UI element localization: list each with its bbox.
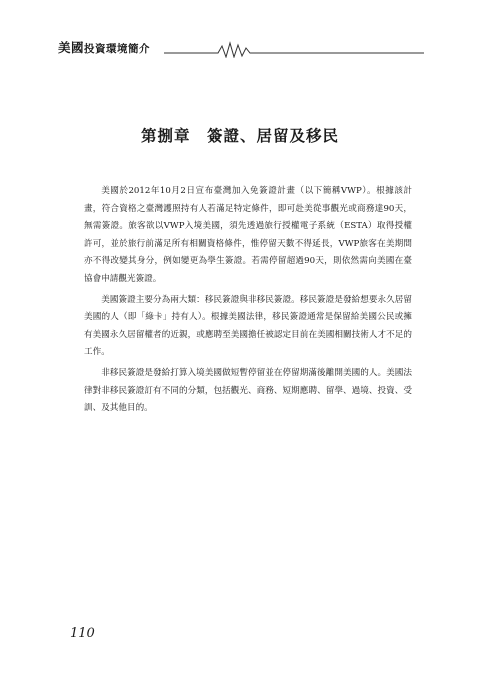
running-header	[58, 38, 424, 58]
header-title-big: 美國	[58, 40, 85, 55]
header-title	[58, 38, 150, 56]
chapter-title: 第捌章 簽證、居留及移民	[140, 126, 339, 145]
paragraph-1: 美國於2012年10月2日宣布臺灣加入免簽證計畫（以下簡稱VWP）。根據該計畫，符合資格之臺灣護照持有人若滿足特定條件，即可赴美從事觀光或商務達90天，無需簽證。旅客欲以VWP入境美國，須先透過旅行授權電子系統（ESTA）取得授權許可，並於旅行前滿足所有相關資格條件，惟停留天數不得延長，VWP旅客在美期間亦不得改變其身分，例如變更為學生簽證。若需停留超過90天，則依然需向美國在臺協會申請觀光簽證。	[84, 186, 412, 284]
page-number: 110	[70, 626, 95, 641]
paragraph-2: 美國簽證主要分為兩大類：移民簽證與非移民簽證。移民簽證是發給想要永久居留美國的人（即「綠卡」持有人）。根據美國法律，移民簽證通常是保留給美國公民或擁有美國永久居留權者的近親，或應聘至美國擔任被認定目前在美國相關技術人才不足的工作。	[84, 294, 412, 358]
paragraph-3: 非移民簽證是發給打算入境美國做短暫停留並在停留期滿後離開美國的人。美國法律對非移民簽證訂有不同的分類，包括觀光、商務、短期應聘、留學、過境、投資、受訓、及其他目的。	[84, 367, 412, 414]
body-text	[84, 183, 412, 421]
header-title-rest: 投資環境簡介	[84, 43, 151, 55]
